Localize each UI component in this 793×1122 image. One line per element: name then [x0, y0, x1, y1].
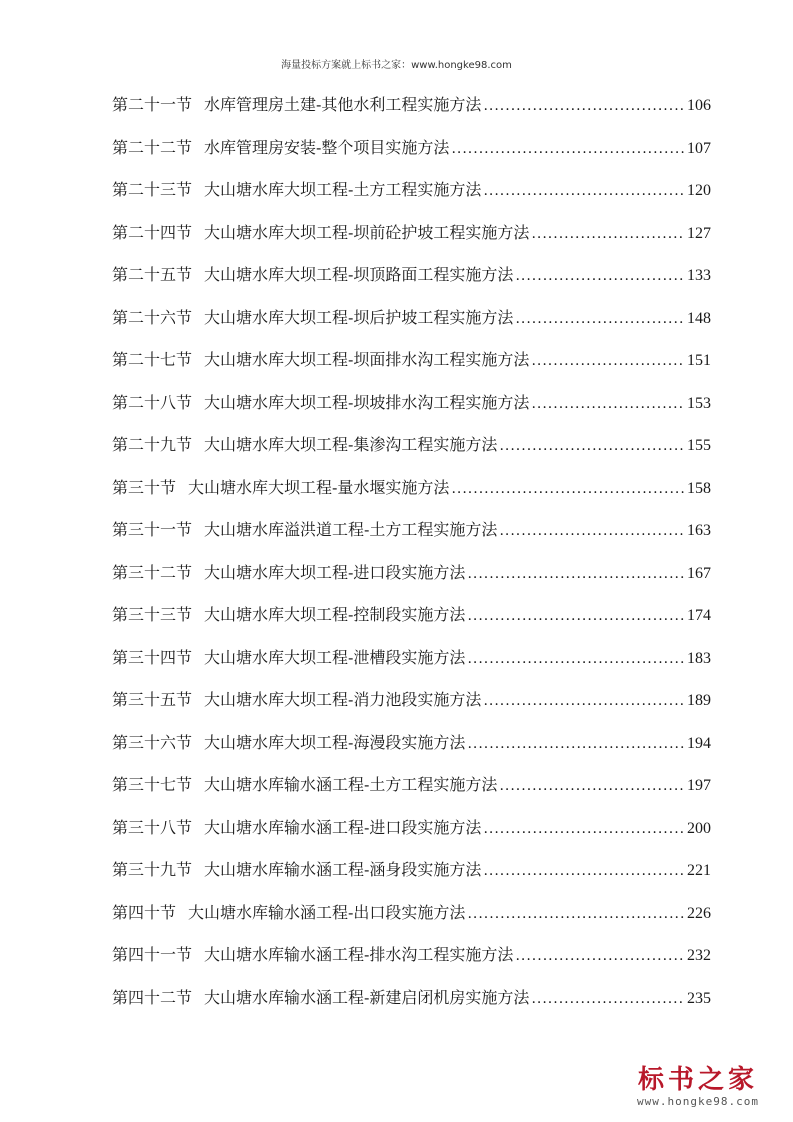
toc-page-number: 174: [687, 607, 711, 624]
toc-dot-leader: [499, 516, 685, 546]
toc-entry-title: 大山塘水库输水涵工程-新建启闭机房实施方法: [204, 987, 530, 1007]
brand-logo: [623, 1065, 773, 1108]
toc-entry-title: 水库管理房土建-其他水利工程实施方法: [204, 95, 482, 114]
toc-section-number: 第三十七节: [112, 775, 193, 794]
toc-entry[interactable]: [112, 473, 711, 516]
toc-dot-leader: [467, 899, 685, 929]
toc-entry-title: 大山塘水库输水涵工程-进口段实施方法: [204, 817, 482, 837]
toc-page-number: 226: [687, 904, 711, 922]
toc-page-number: 232: [687, 947, 711, 964]
toc-entry[interactable]: [112, 898, 711, 941]
toc-entry[interactable]: [112, 218, 711, 261]
toc-entry[interactable]: [112, 558, 711, 601]
toc-dot-leader: [499, 771, 685, 801]
toc-page-number: 189: [687, 692, 711, 709]
toc-section-number: 第三十六节: [112, 732, 193, 752]
toc-section-number: 第三十二节: [112, 562, 193, 582]
toc-dot-leader: [483, 856, 685, 886]
toc-page-number: 133: [687, 267, 711, 284]
toc-entry-title: 大山塘水库输水涵工程-排水沟工程实施方法: [204, 945, 514, 964]
toc-entry[interactable]: [112, 940, 711, 983]
toc-section-number: 第三十八节: [112, 817, 193, 837]
toc-entry[interactable]: [112, 175, 711, 218]
toc-entry-title: 大山塘水库大坝工程-泄槽段实施方法: [204, 647, 466, 667]
toc-page-number: 120: [687, 182, 711, 199]
toc-dot-leader: [467, 559, 685, 589]
toc-entry[interactable]: [112, 728, 711, 771]
toc-section-number: 第二十三节: [112, 180, 193, 199]
toc-entry[interactable]: [112, 855, 711, 898]
toc-entry[interactable]: [112, 770, 711, 813]
toc-dot-leader: [483, 91, 685, 121]
toc-page-number: 151: [687, 352, 711, 369]
toc-entry-title: 大山塘水库大坝工程-土方工程实施方法: [204, 180, 482, 199]
toc-page-number: 155: [687, 437, 711, 454]
toc-entry[interactable]: [112, 983, 711, 1026]
toc-entry[interactable]: [112, 600, 711, 643]
toc-dot-leader: [483, 686, 685, 716]
toc-page-number: 163: [687, 522, 711, 539]
toc-section-number: 第三十三节: [112, 605, 193, 624]
toc-page-number: 127: [687, 224, 711, 242]
toc-entry-title: 水库管理房安装-整个项目实施方法: [204, 137, 450, 157]
toc-page-number: 153: [687, 394, 711, 412]
toc-dot-leader: [499, 431, 685, 461]
toc-entry-title: 大山塘水库输水涵工程-出口段实施方法: [188, 902, 466, 922]
toc-section-number: 第二十四节: [112, 222, 193, 242]
toc-entry-title: 大山塘水库大坝工程-量水堰实施方法: [188, 477, 450, 497]
toc-section-number: 第二十九节: [112, 435, 193, 454]
toc-dot-leader: [483, 814, 685, 844]
toc-section-number: 第三十一节: [112, 520, 193, 539]
toc-dot-leader: [515, 261, 685, 291]
toc-section-number: 第二十二节: [112, 137, 193, 157]
toc-entry-title: 大山塘水库大坝工程-进口段实施方法: [204, 562, 466, 582]
toc-entry[interactable]: [112, 388, 711, 431]
toc-dot-leader: [451, 134, 685, 164]
toc-page-number: 194: [687, 734, 711, 752]
toc-entry-title: 大山塘水库大坝工程-集渗沟工程实施方法: [204, 435, 498, 454]
toc-page-number: 235: [687, 989, 711, 1007]
toc-page-number: 167: [687, 564, 711, 582]
logo-mark: 标书之家: [637, 1065, 758, 1095]
toc-section-number: 第二十七节: [112, 350, 193, 369]
toc-dot-leader: [531, 984, 685, 1014]
page-header: 海量投标方案就上标书之家：www.hongke98.com: [281, 60, 512, 71]
toc-dot-leader: [467, 601, 685, 631]
toc-dot-leader: [531, 389, 685, 419]
toc-dot-leader: [483, 176, 685, 206]
toc-entry-title: 大山塘水库大坝工程-海漫段实施方法: [204, 732, 466, 752]
toc-entry[interactable]: [112, 515, 711, 558]
toc-page-number: 106: [687, 97, 711, 114]
toc-entry-title: 大山塘水库大坝工程-消力池段实施方法: [204, 690, 482, 709]
toc-dot-leader: [467, 644, 685, 674]
toc-section-number: 第三十五节: [112, 690, 193, 709]
toc-dot-leader: [467, 729, 685, 759]
toc-entry-title: 大山塘水库大坝工程-坝前砼护坡工程实施方法: [204, 222, 530, 242]
toc-entry-title: 大山塘水库溢洪道工程-土方工程实施方法: [204, 520, 498, 539]
toc-entry[interactable]: [112, 345, 711, 388]
toc-section-number: 第四十节: [112, 902, 177, 922]
toc-dot-leader: [531, 219, 685, 249]
toc-section-number: 第三十四节: [112, 647, 193, 667]
toc-section-number: 第二十一节: [112, 95, 193, 114]
toc-section-number: 第二十六节: [112, 307, 193, 327]
toc-entry-title: 大山塘水库大坝工程-坝面排水沟工程实施方法: [204, 350, 530, 369]
toc-entry-title: 大山塘水库大坝工程-坝坡排水沟工程实施方法: [204, 392, 530, 412]
logo-url: www.hongke98.com: [637, 1095, 759, 1108]
toc-entry-title: 大山塘水库输水涵工程-涵身段实施方法: [204, 860, 482, 879]
toc-entry[interactable]: [112, 643, 711, 686]
toc-entry-title: 大山塘水库输水涵工程-土方工程实施方法: [204, 775, 498, 794]
toc-entry[interactable]: [112, 685, 711, 728]
toc-page-number: 221: [687, 862, 711, 879]
toc-section-number: 第四十二节: [112, 987, 193, 1007]
toc-entry-title: 大山塘水库大坝工程-坝后护坡工程实施方法: [204, 307, 514, 327]
toc-entry[interactable]: [112, 813, 711, 856]
toc-section-number: 第三十九节: [112, 860, 193, 879]
toc-dot-leader: [531, 346, 685, 376]
toc-page-number: 183: [687, 649, 711, 667]
toc-page-number: 197: [687, 777, 711, 794]
toc-entry-title: 大山塘水库大坝工程-坝顶路面工程实施方法: [204, 265, 514, 284]
toc-entry-title: 大山塘水库大坝工程-控制段实施方法: [204, 605, 466, 624]
toc-entry[interactable]: [112, 260, 711, 303]
toc-section-number: 第二十八节: [112, 392, 193, 412]
toc-dot-leader: [515, 941, 685, 971]
toc-section-number: 第四十一节: [112, 945, 193, 964]
toc-entry[interactable]: [112, 90, 711, 133]
toc-entry[interactable]: [112, 303, 711, 346]
table-of-contents: [112, 90, 711, 1025]
toc-dot-leader: [515, 304, 685, 334]
toc-page-number: 107: [687, 139, 711, 157]
toc-dot-leader: [451, 474, 685, 504]
toc-section-number: 第三十节: [112, 477, 177, 497]
toc-entry[interactable]: [112, 430, 711, 473]
toc-page-number: 158: [687, 479, 711, 497]
toc-page-number: 148: [687, 309, 711, 327]
toc-page-number: 200: [687, 819, 711, 837]
toc-section-number: 第二十五节: [112, 265, 193, 284]
toc-entry[interactable]: [112, 133, 711, 176]
